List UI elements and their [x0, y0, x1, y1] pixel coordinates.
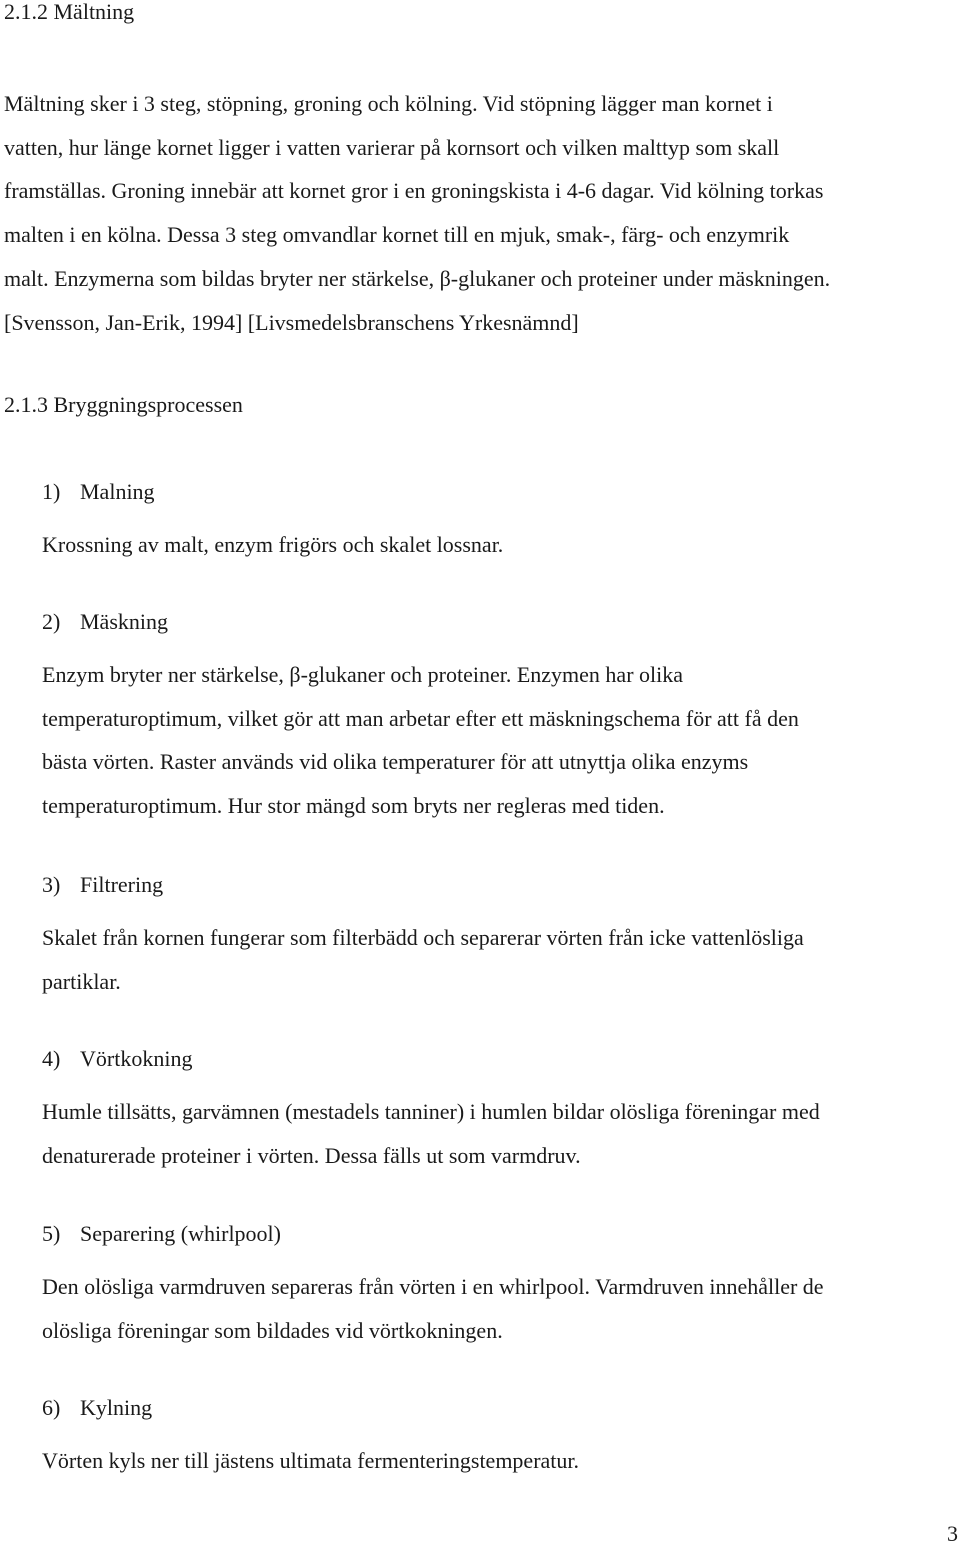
step-line: olösliga föreningar som bildades vid vörtkokningen.: [42, 1317, 503, 1343]
step-description: [42, 1090, 942, 1177]
section-heading-bryggningsprocessen: 2.1.3 Bryggningsprocessen: [4, 392, 243, 417]
step-line: Den olösliga varmdruven separeras från vörten i en whirlpool. Varmdruven innehåller de: [42, 1274, 824, 1299]
step-line: Skalet från kornen fungerar som filterbädd och separerar vörten från icke vattenlösliga: [42, 925, 804, 950]
step-maskning: [42, 610, 942, 828]
step-title-text: Vörtkokning: [80, 1046, 193, 1071]
step-title: [42, 873, 942, 897]
step-line: bästa vörten. Raster används vid olika temperaturer för att utnyttja olika enzyms: [42, 749, 749, 775]
step-number: 5): [42, 1221, 61, 1246]
step-filtrering: [42, 873, 942, 1003]
paragraph-line: malt. Enzymerna som bildas bryter ner stärkelse, β-glukaner och proteiner under mäskningen.: [4, 265, 831, 291]
step-line: denaturerade proteiner i vörten. Dessa fälls ut som varmdruv.: [42, 1142, 581, 1168]
step-vortkokning: [42, 1047, 942, 1177]
step-description: [42, 653, 942, 828]
step-number: 2): [42, 609, 61, 634]
step-title: [42, 1396, 942, 1420]
page-number: 3: [947, 1521, 958, 1546]
step-kylning: [42, 1396, 942, 1483]
step-malning: [42, 480, 942, 567]
step-title-text: Kylning: [80, 1395, 153, 1420]
step-line: temperaturoptimum. Hur stor mängd som bryts ner regleras med tiden.: [42, 793, 665, 819]
step-number: 4): [42, 1046, 61, 1071]
step-title: [42, 610, 942, 634]
step-line: Vörten kyls ner till jästens ultimata fermenteringstemperatur.: [42, 1448, 580, 1473]
step-number: 1): [42, 479, 61, 504]
step-number: 3): [42, 872, 61, 897]
section-heading-maltning: 2.1.2 Mältning: [4, 0, 135, 24]
step-line: partiklar.: [42, 968, 121, 994]
step-description: [42, 916, 942, 1003]
step-separering: [42, 1222, 942, 1352]
step-description: [42, 1265, 942, 1352]
step-description: [42, 523, 942, 567]
citation-line: [Svensson, Jan-Erik, 1994] [Livsmedelsbranschens Yrkesnämnd]: [4, 309, 579, 335]
step-title: [42, 480, 942, 504]
step-title-text: Malning: [80, 479, 155, 504]
paragraph-line: framställas. Groning innebär att kornet gror i en groningskista i 4-6 dagar. Vid kölning torkas: [4, 178, 824, 204]
step-title: [42, 1222, 942, 1246]
paragraph-line: Mältning sker i 3 steg, stöpning, groning och kölning. Vid stöpning lägger man kornet i: [4, 91, 773, 116]
paragraph-line: vatten, hur länge kornet ligger i vatten varierar på kornsort och vilken malttyp som skall: [4, 134, 780, 160]
step-title: [42, 1047, 942, 1071]
maltning-paragraph: [4, 82, 956, 344]
step-line: Enzym bryter ner stärkelse, β-glukaner och proteiner. Enzymen har olika: [42, 662, 684, 687]
step-title-text: Separering (whirlpool): [80, 1221, 281, 1246]
step-number: 6): [42, 1395, 61, 1420]
step-line: Krossning av malt, enzym frigörs och skalet lossnar.: [42, 532, 504, 557]
paragraph-line: malten i en kölna. Dessa 3 steg omvandlar kornet till en mjuk, smak-, färg- och enzymrik: [4, 222, 790, 248]
step-line: Humle tillsätts, garvämnen (mestadels tanniner) i humlen bildar olösliga föreningar med: [42, 1099, 820, 1124]
step-description: [42, 1439, 942, 1483]
step-line: temperaturoptimum, vilket gör att man arbetar efter ett mäskningschema för att få den: [42, 705, 799, 731]
step-title-text: Filtrering: [80, 872, 164, 897]
step-title-text: Mäskning: [80, 609, 168, 634]
